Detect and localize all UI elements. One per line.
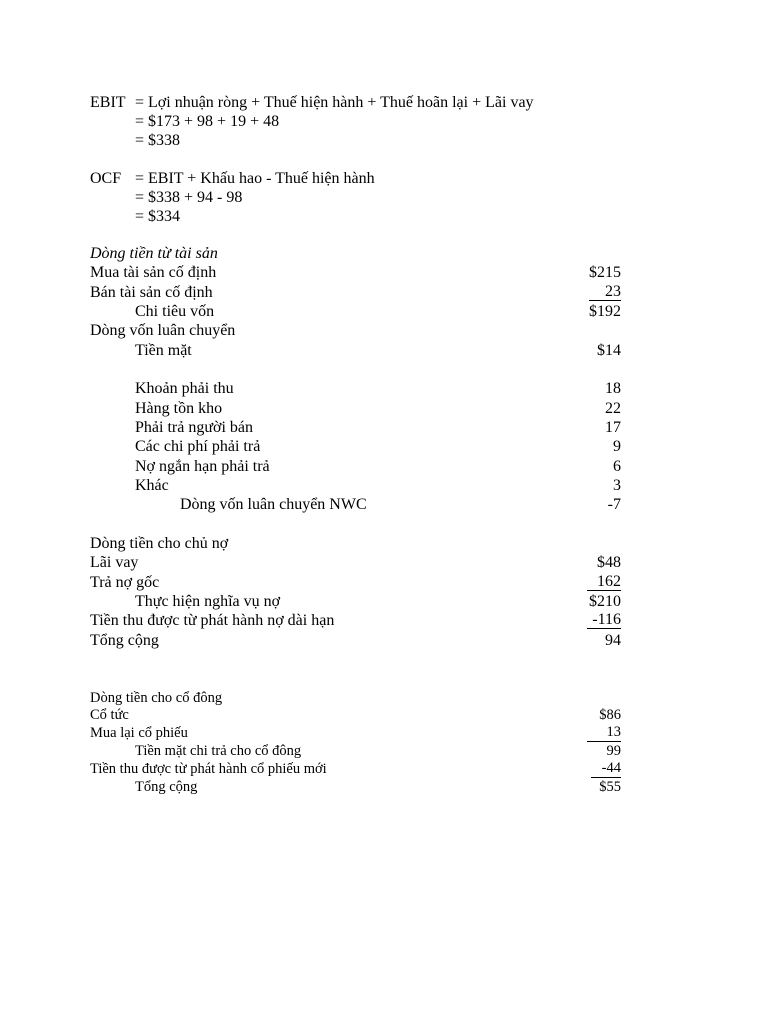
ebit-line-2 [90,112,621,132]
table-row [90,302,621,322]
row-label: Nợ ngắn hạn phải trả [135,458,270,475]
row-label: Dòng vốn luân chuyển [90,322,236,339]
row-value: 3 [613,477,621,494]
ocf-line-1 [90,169,621,189]
table-row [90,742,621,760]
row-value: 9 [613,438,621,455]
row-value: $215 [589,264,621,281]
row-label: Tổng cộng [90,632,159,649]
row-label: Cổ tức [90,707,129,723]
row-label: Chi tiêu vốn [135,303,215,320]
row-value-underlined: 13 [587,724,621,742]
ebit-formula: = Lợi nhuận ròng + Thuế hiện hành + Thuế hoãn lại + Lãi vay [135,94,534,111]
table-row [90,573,621,593]
row-value: $210 [589,593,621,610]
row-label: Bán tài sản cố định [90,284,213,301]
row-value: 18 [605,380,621,397]
row-value: -7 [607,496,621,513]
table-row [90,341,621,361]
row-value: 6 [613,458,621,475]
table-row [90,778,621,796]
row-label: Các chi phí phải trả [135,438,261,455]
table-row [90,611,621,631]
creditors-heading-row [90,534,621,554]
row-label: Tiền thu được từ phát hành nợ dài hạn [90,612,335,629]
table-row [90,437,621,457]
ocf-substitution: = $338 + 94 - 98 [135,189,243,206]
row-value-underlined: 23 [589,283,621,301]
ebit-line-3 [90,131,621,151]
table-row [90,263,621,283]
table-row [90,760,621,778]
row-label: Tiền thu được từ phát hành cổ phiếu mới [90,761,327,777]
row-value: 94 [605,632,621,649]
row-value: 17 [605,419,621,436]
assets-heading: Dòng tiền từ tài sản [90,245,218,262]
row-label: Phải trả người bán [135,419,253,436]
assets-heading-row [90,244,621,264]
table-row [90,379,621,399]
ebit-key: EBIT [90,94,126,111]
row-label: Mua lại cổ phiếu [90,725,188,741]
row-label: Tiền mặt chi trả cho cổ đông [135,743,302,759]
row-value: $192 [589,303,621,320]
row-label: Thực hiện nghĩa vụ nợ [135,593,281,610]
row-value: $14 [597,342,621,359]
row-value: $55 [599,779,621,795]
row-label: Tổng cộng [135,779,198,795]
table-row [90,724,621,742]
row-label: Mua tài sản cố định [90,264,217,281]
ocf-result: = $334 [135,208,181,225]
ebit-result: = $338 [135,132,181,149]
row-label: Khoản phải thu [135,380,234,397]
ocf-formula: = EBIT + Khấu hao - Thuế hiện hành [135,170,375,187]
table-row [90,592,621,612]
table-row [90,631,621,651]
row-label: Lãi vay [90,554,139,571]
ocf-key: OCF [90,170,122,187]
table-row [90,457,621,477]
table-row [90,706,621,724]
row-label: Hàng tồn kho [135,400,223,417]
shareholders-heading: Dòng tiền cho cổ đông [90,690,223,706]
row-value: 22 [605,400,621,417]
table-row [90,399,621,419]
ocf-line-3 [90,207,621,227]
row-value: 99 [606,743,621,759]
row-value-underlined: -44 [591,760,621,778]
table-row [90,321,621,341]
table-row [90,418,621,438]
row-label: Khác [135,477,169,494]
row-value-underlined: -116 [587,611,621,629]
ebit-substitution: = $173 + 98 + 19 + 48 [135,113,280,130]
table-row [90,476,621,496]
row-value-underlined: 162 [587,573,621,591]
row-value: $48 [597,554,621,571]
table-row [90,495,621,515]
row-value: $86 [599,707,621,723]
ocf-line-2 [90,188,621,208]
creditors-heading: Dòng tiền cho chủ nợ [90,535,229,552]
row-label: Trả nợ gốc [90,574,160,591]
row-label: Tiền mặt [135,342,192,359]
shareholders-heading-row [90,689,621,707]
table-row [90,283,621,303]
ebit-line-1 [90,93,621,113]
row-label: Dòng vốn luân chuyển NWC [180,496,367,513]
table-row [90,553,621,573]
